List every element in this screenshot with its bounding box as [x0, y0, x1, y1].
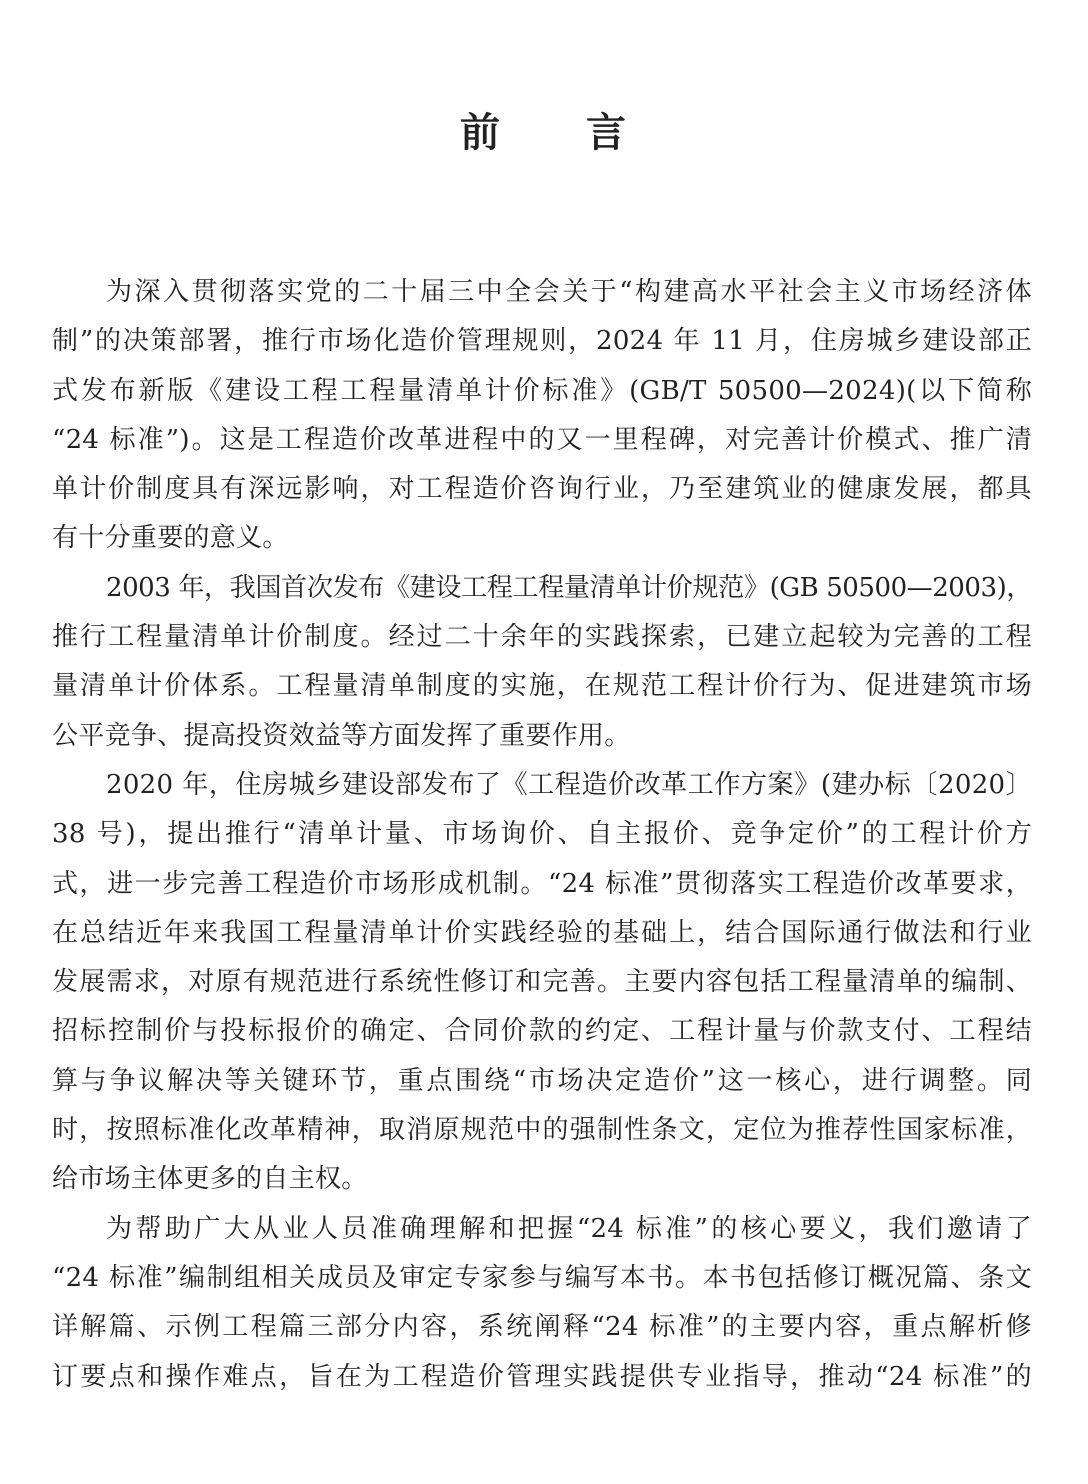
- paragraph-3: [52, 761, 1032, 1205]
- text-line: 有十分重要的意义。: [52, 523, 289, 554]
- text-line: 在总结近年来我国工程量清单计价实践经验的基础上，结合国际通行做法和行业: [52, 917, 1032, 948]
- text-line: 量清单计价体系。工程量清单制度的实施，在规范工程计价行为、促进建筑市场: [52, 671, 1032, 702]
- text-line: 2020 年，住房城乡建设部发布了《工程造价改革工作方案》(建办标〔2020〕: [106, 769, 1032, 800]
- text-line: 详解篇、示例工程篇三部分内容，系统阐释“24 标准”的主要内容，重点解析修: [52, 1312, 1032, 1343]
- body-text: [52, 268, 1032, 1402]
- text-line: “24 标准”)。这是工程造价改革进程中的又一里程碑，对完善计价模式、推广清: [52, 424, 1032, 455]
- text-line: 发展需求，对原有规范进行系统性修订和完善。主要内容包括工程量清单的编制、: [52, 967, 1032, 998]
- text-line: 制”的决策部署，推行市场化造价管理规则，2024 年 11 月，住房城乡建设部正: [52, 326, 1032, 357]
- paragraph-1: [52, 268, 1032, 564]
- text-line: 单计价制度具有深远影响，对工程造价咨询行业，乃至建筑业的健康发展，都具: [52, 474, 1032, 505]
- text-line: 订要点和操作难点，旨在为工程造价管理实践提供专业指导，推动“24 标准”的: [52, 1361, 1032, 1392]
- page-title: [0, 108, 1088, 158]
- title-char-2: 言: [586, 110, 628, 156]
- title-char-1: 前: [460, 110, 502, 156]
- text-line: 2003 年，我国首次发布《建设工程工程量清单计价规范》(GB 50500—2003)，: [106, 572, 1032, 603]
- text-line: 推行工程量清单计价制度。经过二十余年的实践探索，已建立起较为完善的工程: [52, 622, 1032, 653]
- text-line: 算与争议解决等关键环节，重点围绕“市场决定造价”这一核心，进行调整。同: [52, 1065, 1032, 1096]
- text-line: 为帮助广大从业人员准确理解和把握“24 标准”的核心要义，我们邀请了: [106, 1213, 1032, 1244]
- text-line: 为深入贯彻落实党的二十届三中全会关于“构建高水平社会主义市场经济体: [106, 277, 1032, 307]
- text-line: 给市场主体更多的自主权。: [52, 1164, 368, 1195]
- paragraph-2: [52, 564, 1032, 761]
- text-line: 招标控制价与投标报价的确定、合同价款的约定、工程计量与价款支付、工程结: [52, 1016, 1032, 1047]
- text-line: 时，按照标准化改革精神，取消原规范中的强制性条文，定位为推荐性国家标准，: [52, 1115, 1032, 1146]
- text-line: “24 标准”编制组相关成员及审定专家参与编写本书。本书包括修订概况篇、条文: [52, 1262, 1032, 1293]
- paragraph-4: [52, 1205, 1032, 1402]
- text-line: 式，进一步完善工程造价市场形成机制。“24 标准”贯彻落实工程造价改革要求，: [52, 868, 1032, 899]
- text-line: 38 号)，提出推行“清单计量、市场询价、自主报价、竞争定价”的工程计价方: [52, 819, 1032, 850]
- text-line: 式发布新版《建设工程工程量清单计价标准》(GB/T 50500—2024)(以下简称: [52, 375, 1032, 406]
- text-line: 公平竞争、提高投资效益等方面发挥了重要作用。: [52, 720, 631, 751]
